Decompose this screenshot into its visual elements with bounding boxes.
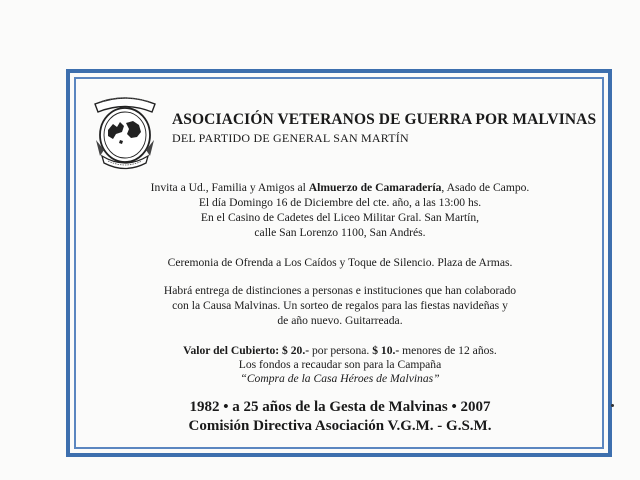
invitation-line-4: calle San Lorenzo 1100, San Andrés.: [254, 226, 426, 239]
price-adult: $ 20.-: [279, 344, 310, 357]
pricing-line: Valor del Cubierto: $ 20.- por persona. $ 10.- menores de 12 años.: [183, 344, 497, 357]
invitation-line-1: Invita a Ud., Familia y Amigos al Almuerzo de Camaradería, Asado de Campo.: [150, 181, 530, 194]
invitation-block: [90, 180, 590, 240]
ceremony-line: Ceremonia de Ofrenda a Los Caídos y Toque de Silencio. Plaza de Armas.: [167, 256, 513, 269]
pricing-block: [90, 344, 590, 386]
funds-line: Los fondos a recaudar son para la Campaña: [238, 358, 442, 371]
malvinas-islands-emblem-icon: [92, 90, 158, 170]
invitation-line-2: El día Domingo 16 de Diciembre del cte. año, a las 13:00 hs.: [198, 196, 482, 209]
committee-line: Comisión Directiva Asociación V.G.M. - G.S.M.: [188, 418, 492, 434]
awards-line-1: Habrá entrega de distinciones a personas e instituciones que han colaborado: [163, 284, 517, 297]
awards-line-2: con la Causa Malvinas. Un sorteo de regalos para las fiestas navideñas y: [172, 299, 508, 312]
scan-speck: [611, 404, 614, 407]
association-title: ASOCIACIÓN VETERANOS DE GUERRA POR MALVINAS: [172, 111, 597, 128]
campaign-name: “Compra de la Casa Héroes de Malvinas”: [240, 372, 440, 385]
association-subtitle: DEL PARTIDO DE GENERAL SAN MARTÍN: [172, 131, 409, 145]
invitation-line-3: En el Casino de Cadetes del Liceo Militar Gral. San Martín,: [200, 211, 480, 224]
anniversary-line: 1982 • a 25 años de la Gesta de Malvinas • 2007: [189, 399, 491, 415]
awards-block: [90, 283, 590, 328]
event-name: Almuerzo de Camaradería: [308, 181, 442, 194]
ceremony-block: [90, 255, 590, 270]
price-child: $ 10.-: [372, 344, 400, 357]
awards-line-3: de año nuevo. Guitarreada.: [277, 314, 403, 327]
pricing-label: Valor del Cubierto:: [183, 344, 280, 357]
